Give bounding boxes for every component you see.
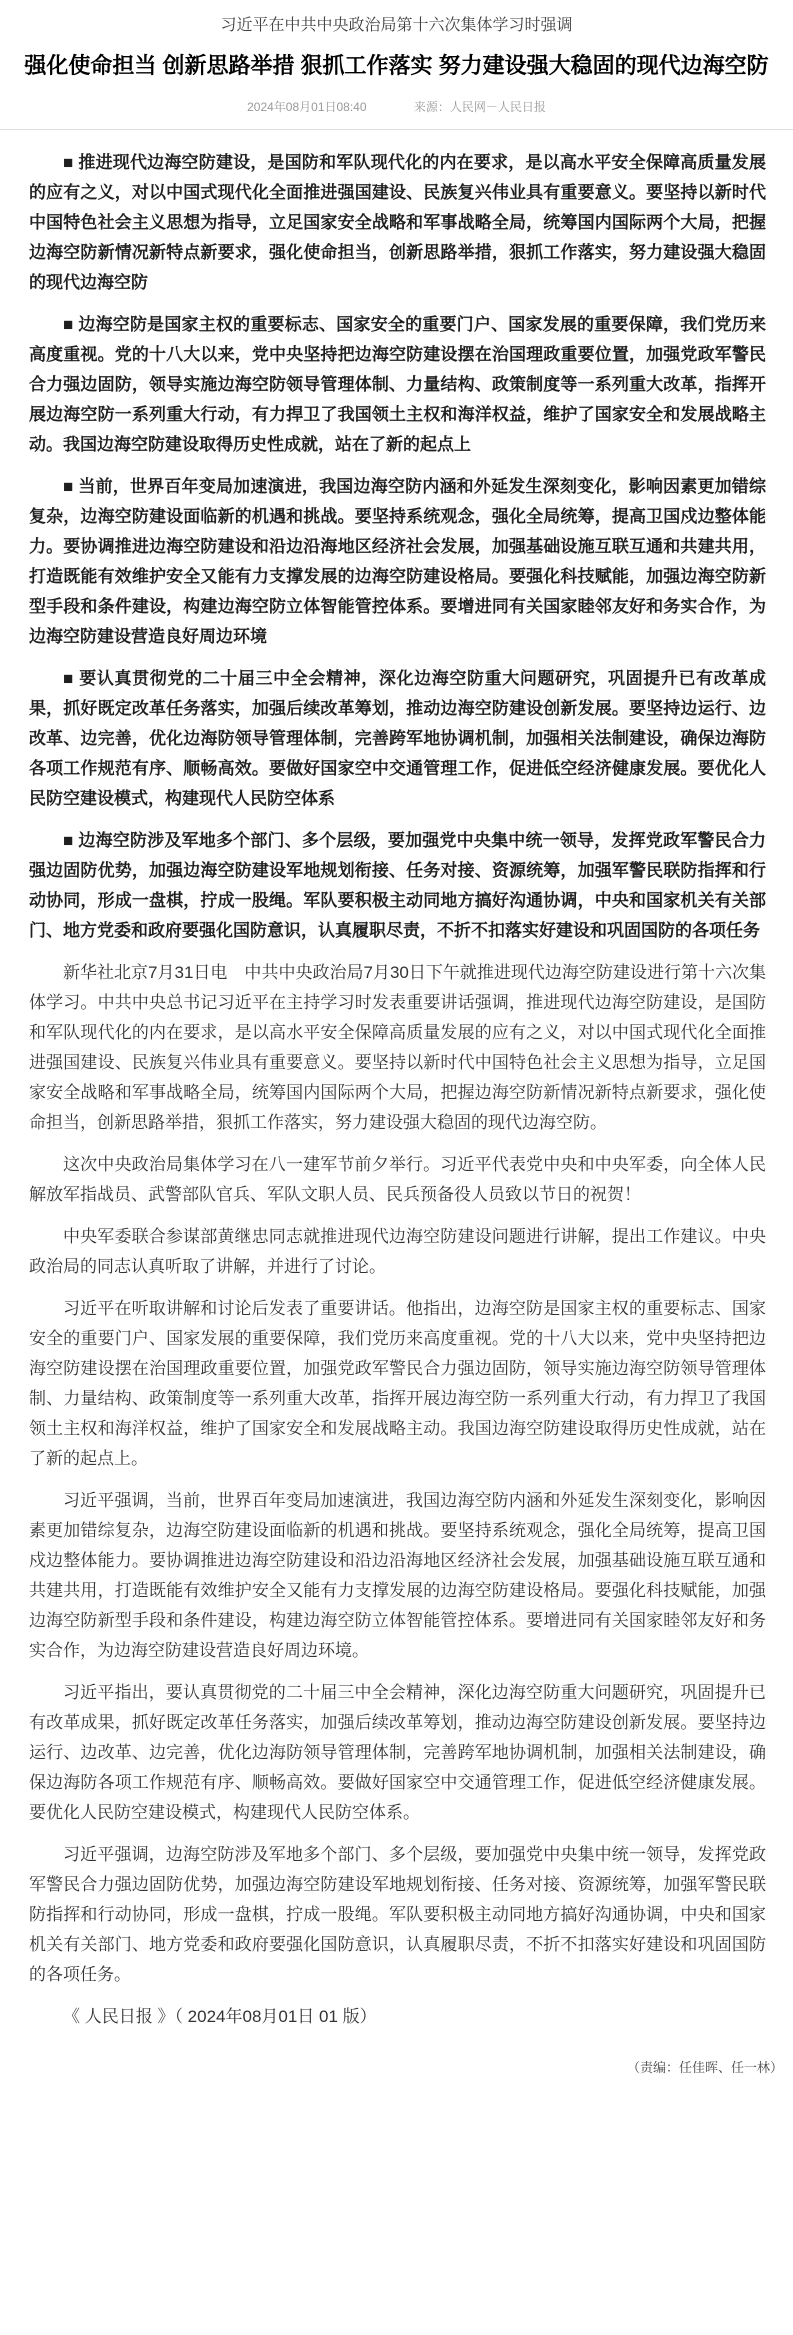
editors-note: （责编：任佳晖、任一林）: [626, 2060, 783, 2075]
summary-paragraph: ■ 推进现代边海空防建设，是国防和军队现代化的内在要求，是以高水平安全保障高质量发展的应有之义，对以中国式现代化全面推进强国建设、民族复兴伟业具有重要意义。要坚持以新时代中国特色社会主义思想为指导，立足国家安全战略和军事战略全局，统筹国内国际两个大局，把握边海空防新情况新特点新要求，强化使命担当，创新思路举措，狠抓工作落实，努力建设强大稳固的现代边海空防: [29, 153, 766, 292]
summary-paragraph: ■ 要认真贯彻党的二十届三中全会精神，深化边海空防重大问题研究，巩固提升已有改革成果，抓好既定改革任务落实，加强后续改革筹划，推动边海空防建设创新发展。要坚持边运行、边改革、边完善，优化边海防领导管理体制，完善跨军地协调机制，加强相关法制建设，确保边海防各项工作规范有序、顺畅高效。要做好国家空中交通管理工作，促进低空经济健康发展。要优化人民防空建设模式，构建现代人民防空体系: [29, 669, 766, 808]
meta-bar: [0, 98, 793, 116]
paper-edition-ref: 《 人民日报 》（ 2024年08月01日 01 版）: [63, 2007, 377, 2026]
summary-paragraph: ■ 边海空防是国家主权的重要标志、国家安全的重要门户、国家发展的重要保障，我们党历来高度重视。党的十八大以来，党中央坚持把边海空防建设摆在治国理政重要位置，加强党政军警民合力强边固防，领导实施边海空防领导管理体制、力量结构、政策制度等一系列重大改革，指挥开展边海空防一系列重大行动，有力捍卫了我国领土主权和海洋权益，维护了国家安全和发展战略主动。我国边海空防建设取得历史性成就，站在了新的起点上: [29, 315, 766, 454]
article-title: 强化使命担当 创新思路举措 狠抓工作落实 努力建设强大稳固的现代边海空防: [24, 53, 769, 78]
body-paragraph: 习近平强调，边海空防涉及军地多个部门、多个层级，要加强党中央集中统一领导，发挥党政军警民合力强边固防优势，加强边海空防建设军地规划衔接、任务对接、资源统筹，加强军警民联防指挥和行动协同，形成一盘棋，拧成一股绳。军队要积极主动同地方搞好沟通协调，中央和国家机关有关部门、地方党委和政府要强化国防意识，认真履职尽责，不折不扣落实好建设和巩固国防的各项任务。: [29, 1845, 766, 1984]
publish-date: 2024年08月01日08:40: [247, 100, 367, 114]
article-content: [0, 130, 793, 2032]
summary-section: [29, 148, 766, 946]
article-pre-title: 习近平在中共中央政治局第十六次集体学习时强调: [220, 17, 573, 34]
source-link[interactable]: 来源：人民网－人民日报: [413, 100, 546, 114]
body-section: [29, 958, 766, 1990]
summary-paragraph: ■ 当前，世界百年变局加速演进，我国边海空防内涵和外延发生深刻变化，影响因素更加错综复杂，边海空防建设面临新的机遇和挑战。要坚持系统观念，强化全局统筹，提高卫国戍边整体能力。要协调推进边海空防建设和沿边沿海地区经济社会发展，加强基础设施互联互通和共建共用，打造既能有效维护安全又能有力支撑发展的边海空防建设格局。要强化科技赋能，加强边海空防新型手段和条件建设，构建边海空防立体智能管控体系。要增进同有关国家睦邻友好和务实合作，为边海空防建设营造良好周边环境: [29, 477, 766, 646]
body-paragraph: 新华社北京7月31日电 中共中央政治局7月30日下午就推进现代边海空防建设进行第十六次集体学习。中共中央总书记习近平在主持学习时发表重要讲话强调，推进现代边海空防建设，是国防和军队现代化的内在要求，是以高水平安全保障高质量发展的应有之义，对以中国式现代化全面推进强国建设、民族复兴伟业具有重要意义。要坚持以新时代中国特色社会主义思想为指导，立足国家安全战略和军事战略全局，统筹国内国际两个大局，把握边海空防新情况新特点新要求，强化使命担当，创新思路举措，狠抓工作落实，努力建设强大稳固的现代边海空防。: [29, 963, 766, 1132]
body-paragraph: 习近平指出，要认真贯彻党的二十届三中全会精神，深化边海空防重大问题研究，巩固提升已有改革成果，抓好既定改革任务落实，加强后续改革筹划，推动边海空防建设创新发展。要坚持边运行、边改革、边完善，优化边海防领导管理体制，完善跨军地协调机制，加强相关法制建设，确保边海防各项工作规范有序、顺畅高效。要做好国家空中交通管理工作，促进低空经济健康发展。要优化人民防空建设模式，构建现代人民防空体系。: [29, 1683, 766, 1822]
body-paragraph: 习近平在听取讲解和讨论后发表了重要讲话。他指出，边海空防是国家主权的重要标志、国家安全的重要门户、国家发展的重要保障，我们党历来高度重视。党的十八大以来，党中央坚持把边海空防建设摆在治国理政重要位置，加强党政军警民合力强边固防，领导实施边海空防领导管理体制、力量结构、政策制度等一系列重大改革，指挥开展边海空防一系列重大行动，有力捍卫了我国领土主权和海洋权益，维护了国家安全和发展战略主动。我国边海空防建设取得历史性成就，站在了新的起点上。: [29, 1299, 766, 1468]
body-paragraph: 中央军委联合参谋部黄继忠同志就推进现代边海空防建设问题进行讲解，提出工作建议。中央政治局的同志认真听取了讲解，并进行了讨论。: [29, 1227, 766, 1276]
body-paragraph: 这次中央政治局集体学习在八一建军节前夕举行。习近平代表党中央和中央军委，向全体人民解放军指战员、武警部队官兵、军队文职人员、民兵预备役人员致以节日的祝贺！: [29, 1155, 766, 1204]
summary-paragraph: ■ 边海空防涉及军地多个部门、多个层级，要加强党中央集中统一领导，发挥党政军警民合力强边固防优势，加强边海空防建设军地规划衔接、任务对接、资源统筹，加强军警民联防指挥和行动协同，形成一盘棋，拧成一股绳。军队要积极主动同地方搞好沟通协调，中央和国家机关有关部门、地方党委和政府要强化国防意识，认真履职尽责，不折不扣落实好建设和巩固国防的各项任务: [29, 831, 766, 940]
body-paragraph: 习近平强调，当前，世界百年变局加速演进，我国边海空防内涵和外延发生深刻变化，影响因素更加错综复杂，边海空防建设面临新的机遇和挑战。要坚持系统观念，强化全局统筹，提高卫国戍边整体能力。要协调推进边海空防建设和沿边沿海地区经济社会发展，加强基础设施互联互通和共建共用，打造既能有效维护安全又能有力支撑发展的边海空防建设格局。要强化科技赋能，加强边海空防新型手段和条件建设，构建边海空防立体智能管控体系。要增进同有关国家睦邻友好和务实合作，为边海空防建设营造良好周边环境。: [29, 1491, 766, 1660]
